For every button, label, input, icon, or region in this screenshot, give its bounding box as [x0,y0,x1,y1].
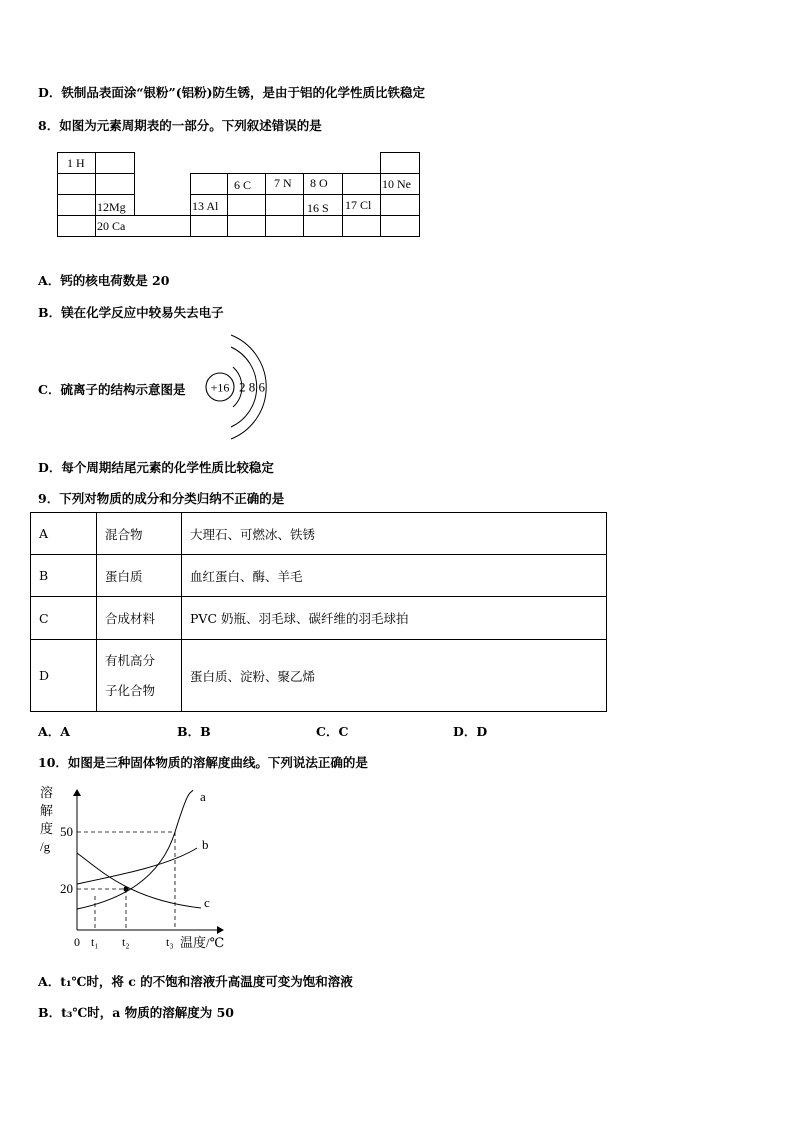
curve-a-label: a [200,789,206,804]
table-row [31,640,607,712]
y-tick-20: 20 [60,881,73,896]
solubility-graph [30,780,245,955]
cell-empty [95,152,135,174]
cell-empty [380,194,420,216]
cell-h: 1 H [57,152,96,174]
x-tick-t1: t₁ [91,935,99,949]
cell-cl: 17 Cl [342,194,381,216]
q8-stem: 8．如图为元素周期表的一部分。下列叙述错误的是 [38,118,322,133]
cell-mg: 12Mg [95,194,135,216]
cell-empty [342,173,381,195]
q8-option-c: C．硫离子的结构示意图是 [38,382,186,397]
q9-option-a: A．A [38,724,70,739]
table-row [31,597,607,640]
q10-option-a: A．t₁℃时，将 c 的不饱和溶液升高温度可变为饱和溶液 [38,974,353,989]
cell-empty [265,194,304,216]
table-row [31,555,607,597]
row-items: 大理石、可燃冰、铁锈 [182,513,607,555]
x-tick-t2: t₂ [122,935,130,949]
row-items: PVC 奶瓶、羽毛球、碳纤维的羽毛球拍 [182,597,607,640]
curve-b [77,848,197,884]
row-category-line-2: 子化合物 [105,682,156,698]
q8-option-d: D．每个周期结尾元素的化学性质比较稳定 [38,460,274,475]
cell-ne: 10 Ne [380,173,420,195]
cell-empty [57,194,96,216]
cell-al: 13 Al [190,194,228,216]
row-category: 混合物 [97,513,182,555]
row-letter: C [31,597,97,640]
row-items: 血红蛋白、酶、羊毛 [182,555,607,597]
cell-empty [380,152,420,174]
sulfide-ion-diagram [200,333,280,441]
ylabel-2: 解 [40,803,54,818]
q9-option-b: B．B [177,724,211,739]
cell-empty [227,194,266,216]
cell-empty [303,215,343,237]
row-category-line-1: 有机高分 [105,652,156,668]
cell-empty [265,215,304,237]
q8-option-b: B．镁在化学反应中较易失去电子 [38,305,224,320]
q9-option-d: D．D [453,724,488,739]
shell-electrons: 2 8 6 [239,379,265,395]
row-category: 合成材料 [97,597,182,640]
q9-option-c: C．C [316,724,349,739]
ylabel-4: /g [40,839,51,854]
q10-stem: 10．如图是三种固体物质的溶解度曲线。下列说法正确的是 [38,755,368,770]
y-tick-50: 50 [60,824,73,839]
cell-c: 6 C [227,173,266,195]
row-letter: A [31,513,97,555]
row-category: 蛋白质 [97,555,182,597]
classification-table [30,512,607,712]
table-row [31,513,607,555]
ylabel-3: 度 [40,821,54,836]
cell-ca: 20 Ca [95,215,191,237]
q8-option-a: A．钙的核电荷数是 20 [38,273,170,288]
q7-option-d: D．铁制品表面涂“银粉”(铝粉)防生锈，是由于铝的化学性质比铁稳定 [38,85,426,100]
cell-empty [190,173,228,195]
periodic-table-fragment [57,152,420,237]
cell-o: 8 O [303,173,343,195]
ylabel-1: 溶 [40,785,54,800]
cell-n: 7 N [265,173,304,195]
x-axis-label: 温度/℃ [180,935,225,950]
row-items: 蛋白质、淀粉、聚乙烯 [182,640,607,712]
cell-empty [57,215,96,237]
x-tick-t3: t₃ [166,935,174,949]
cell-s: 16 S [303,194,343,216]
curve-c-label: c [204,895,210,910]
cell-empty [227,215,266,237]
row-category [97,640,182,712]
intersection-point [123,886,128,891]
cell-empty [380,215,420,237]
q10-option-b: B．t₃℃时，a 物质的溶解度为 50 [38,1005,234,1020]
cell-empty [95,173,135,195]
x-origin: 0 [74,935,80,949]
row-letter: B [31,555,97,597]
cell-empty [190,215,228,237]
cell-empty [342,215,381,237]
row-letter: D [31,640,97,712]
cell-empty [57,173,96,195]
nucleus-charge: +16 [210,380,230,395]
q9-stem: 9．下列对物质的成分和分类归纳不正确的是 [38,491,285,506]
curve-b-label: b [202,837,209,852]
